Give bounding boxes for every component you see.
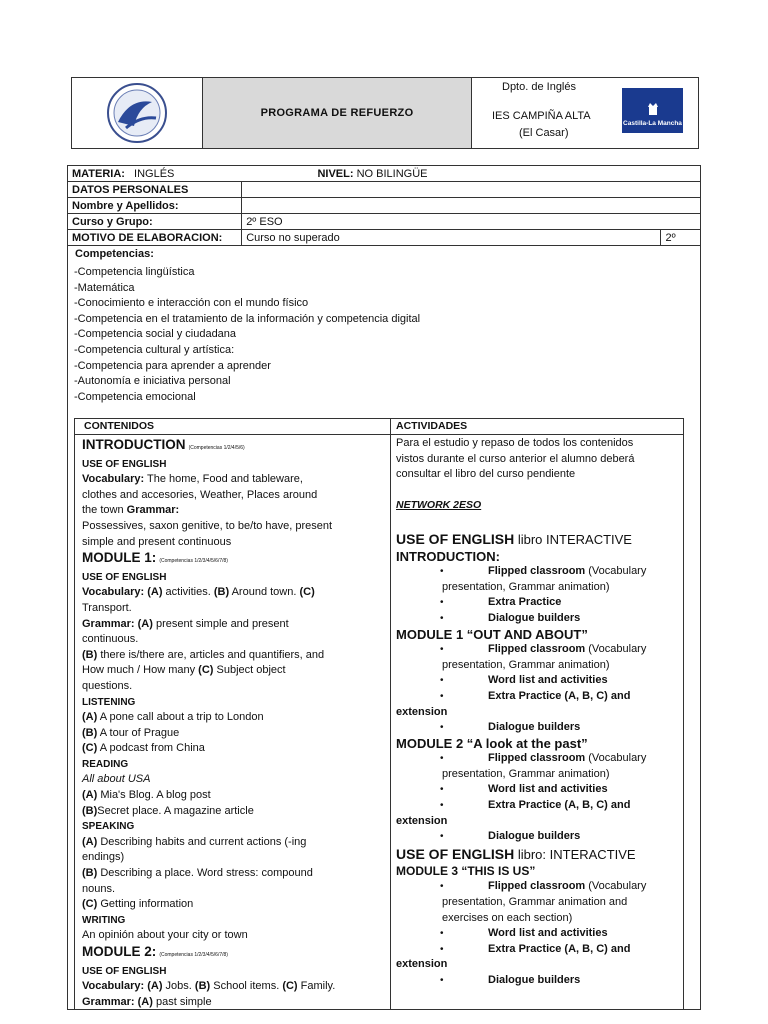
activity-detail: presentation, Grammar animation) [442, 580, 610, 593]
grammar-label: Grammar: [82, 995, 135, 1008]
intro-title: INTRODUCTION [82, 437, 186, 452]
personal-data-value [242, 182, 701, 198]
name-value [242, 198, 701, 214]
list-item: -Autonomía e iniciativa personal [74, 375, 231, 388]
item-text: present simple and present [152, 617, 289, 630]
school-logo-cell [72, 78, 203, 148]
item-text: Describing habits and current actions (-ing [97, 835, 307, 848]
item-letter: (A) [82, 789, 98, 802]
activity-name: Extra Practice [488, 596, 562, 609]
list-item: -Competencia emocional [74, 390, 196, 403]
item-letter: (A) [82, 835, 98, 848]
item-text: How much / How many [82, 664, 199, 677]
activities-header: ACTIVIDADES [396, 420, 468, 432]
item-letter: (C) [82, 742, 98, 755]
intro-paragraph: consultar el libro del curso pendiente [396, 468, 576, 481]
table-row [68, 166, 701, 182]
item-text: activities. [162, 586, 214, 599]
subject-value: INGLÉS [134, 167, 175, 180]
activity-name: Flipped classroom [488, 752, 586, 765]
item-letter: (B) [82, 804, 98, 817]
vocabulary-label: Vocabulary: [82, 980, 145, 993]
speaking-heading: SPEAKING [82, 821, 135, 833]
item-letter: (C) [299, 586, 315, 599]
subject-label: MATERIA: [72, 167, 125, 180]
book-type: libro: INTERACTIVE [514, 846, 636, 862]
activity-detail: (Vocabulary [585, 565, 647, 578]
list-item: -Conocimiento e interacción con el mundo físico [74, 297, 309, 310]
contents-activities-table [74, 418, 684, 1010]
competencies-title: Competencias: [75, 248, 154, 260]
table-row [68, 198, 701, 214]
item-letter: (B) [194, 980, 211, 993]
item-text: A podcast from China [97, 742, 205, 755]
item-text: Subject object [213, 664, 286, 677]
item-text: A pone call about a trip to London [97, 711, 264, 724]
use-of-english-title: USE OF ENGLISH [396, 530, 515, 547]
use-of-english-heading: USE OF ENGLISH [82, 571, 167, 583]
book-type: libro INTERACTIVE [514, 531, 632, 547]
activity-name: Extra Practice (A, B, C) and [488, 689, 631, 702]
module1-title: MODULE 1: [82, 550, 157, 566]
vocabulary-text: clothes and accesories, Weather, Places around [82, 488, 318, 501]
list-item: -Competencia en el tratamiento de la información y competencia digital [74, 312, 421, 325]
program-title: PROGRAMA DE REFUERZO [203, 78, 472, 148]
activity-name: Word list and activities [488, 927, 608, 940]
item-letter: (A) [147, 980, 163, 993]
grammar-label: Grammar: [126, 504, 180, 517]
reason-label: MOTIVO DE ELABORACION: [68, 230, 242, 246]
item-text: Around town. [229, 586, 300, 599]
activity-detail: presentation, Grammar animation) [442, 658, 610, 671]
competencies-list [74, 265, 420, 405]
reading-heading: READING [82, 758, 129, 770]
list-item: -Competencia cultural y artística: [74, 343, 235, 356]
listening-heading: LISTENING [82, 696, 136, 708]
department-name: Dpto. de Inglés [502, 81, 576, 93]
item-letter: (A) [137, 617, 153, 630]
item-text: Jobs. [162, 980, 195, 993]
item-text: School items. [210, 980, 283, 993]
activity-name: Dialogue builders [488, 611, 581, 624]
table-row [68, 214, 701, 230]
personal-data-table [67, 165, 701, 246]
module2-competencies: (Competencias 1/2/3/4/5/6/7/8) [159, 952, 228, 958]
activity-detail: (Vocabulary [585, 880, 647, 893]
reason-extra: 2º [661, 230, 701, 246]
crown-icon [645, 101, 661, 117]
activity-name: Flipped classroom [488, 880, 586, 893]
activity-detail: (Vocabulary [585, 752, 647, 765]
use-of-english-heading: USE OF ENGLISH [82, 458, 167, 470]
item-text: Mia's Blog. A blog post [97, 789, 211, 802]
list-item: -Competencia para aprender a aprender [74, 359, 271, 372]
activity-name: Extra Practice (A, B, C) and [488, 799, 631, 812]
list-item: -Competencia social y ciudadana [74, 328, 237, 341]
grammar-text: simple and present continuous [82, 535, 232, 548]
item-text: questions. [82, 679, 133, 692]
column-divider [390, 419, 391, 1010]
item-text: Secret place. A magazine article [97, 804, 254, 817]
grammar-label: Grammar: [82, 617, 135, 630]
item-text: nouns. [82, 882, 116, 895]
module1-heading: MODULE 1 “OUT AND ABOUT” [396, 626, 588, 642]
list-item: -Matemática [74, 281, 135, 294]
school-logo-icon [106, 82, 168, 144]
activity-name: extension [396, 814, 448, 827]
item-text: Transport. [82, 601, 132, 614]
activity-name: Word list and activities [488, 674, 608, 687]
item-text: A tour of Prague [97, 726, 180, 739]
use-of-english-title: USE OF ENGLISH [396, 845, 515, 862]
item-letter: (A) [137, 995, 153, 1008]
level-value: NO BILINGÜE [356, 167, 428, 180]
item-text: past simple [152, 995, 212, 1008]
reason-value: Curso no superado [242, 230, 661, 246]
activity-name: Word list and activities [488, 783, 608, 796]
reading-topic: All about USA [82, 773, 151, 786]
header-box [71, 77, 699, 149]
item-letter: (C) [82, 898, 98, 911]
activity-detail: exercises on each section) [442, 911, 573, 924]
personal-data-label: DATOS PERSONALES [68, 182, 242, 198]
course-label: Curso y Grupo: [68, 214, 242, 230]
table-row [68, 182, 701, 198]
item-letter: (B) [82, 648, 98, 661]
activity-name: extension [396, 958, 448, 971]
use-of-english-heading: USE OF ENGLISH [82, 965, 167, 977]
region-logo [622, 88, 683, 133]
item-letter: (A) [147, 586, 163, 599]
activity-detail: presentation, Grammar animation and [442, 896, 628, 909]
school-town: (El Casar) [519, 127, 569, 139]
item-text: Family. [297, 980, 336, 993]
module1-competencies: (Competencias 1/2/3/4/5/6/7/8) [159, 558, 228, 565]
activity-name: Dialogue builders [488, 721, 581, 734]
item-letter: (A) [82, 711, 98, 724]
name-label: Nombre y Apellidos: [68, 198, 242, 214]
course-value: 2º ESO [242, 214, 701, 230]
module2-title: MODULE 2: [82, 944, 157, 959]
level-label: NIVEL: [317, 167, 354, 180]
item-letter: (B) [82, 726, 98, 739]
contents-header: CONTENIDOS [84, 420, 155, 432]
writing-text: An opinión about your city or town [82, 929, 248, 942]
subject-level-cell [68, 166, 701, 182]
activity-name: Flipped classroom [488, 643, 586, 656]
activity-name: Dialogue builders [488, 974, 581, 986]
item-letter: (C) [198, 664, 214, 677]
table-row [68, 230, 701, 246]
item-letter: (B) [213, 586, 230, 599]
activity-name: Extra Practice (A, B, C) and [488, 942, 631, 955]
vocabulary-label: Vocabulary: [82, 586, 145, 599]
module2-heading: MODULE 2 “A look at the past” [396, 735, 588, 751]
item-text: continuous. [82, 633, 139, 646]
item-letter: (B) [82, 867, 98, 880]
item-text: endings) [82, 851, 125, 864]
item-letter: (C) [282, 980, 298, 993]
item-text: Getting information [97, 898, 194, 911]
module3-heading: MODULE 3 “THIS IS US” [396, 863, 536, 878]
intro-paragraph: vistos durante el curso anterior el alumno deberá [396, 452, 635, 465]
activity-name: Dialogue builders [488, 830, 581, 843]
network-title: NETWORK 2ESO [396, 499, 482, 512]
list-item: -Competencia lingüística [74, 266, 195, 278]
vocabulary-label: Vocabulary: [82, 473, 145, 486]
activity-name: extension [396, 705, 448, 718]
writing-heading: WRITING [82, 914, 126, 926]
intro-paragraph: Para el estudio y repaso de todos los contenidos [396, 437, 634, 449]
grammar-text: Possessives, saxon genitive, to be/to have, present [82, 519, 333, 532]
item-text: Describing a place. Word stress: compound [97, 867, 313, 880]
region-logo-text: Castilla-La Mancha [623, 120, 682, 127]
activity-detail: presentation, Grammar animation) [442, 767, 610, 780]
vocabulary-text: the town [82, 504, 127, 517]
table-header [75, 419, 683, 435]
intro-competencies: (Competencias 1/2/4/5/6) [188, 445, 245, 451]
activity-detail: (Vocabulary [585, 643, 647, 656]
introduction-heading: INTRODUCTION: [396, 548, 500, 564]
vocabulary-text: The home, Food and tableware, [144, 473, 303, 486]
contents-column [82, 437, 382, 1010]
department-info [472, 78, 698, 148]
activity-name: Flipped classroom [488, 565, 586, 578]
activities-column [396, 436, 678, 989]
item-text: there is/there are, articles and quantifiers, and [97, 648, 325, 661]
school-name: IES CAMPIÑA ALTA [492, 110, 591, 122]
